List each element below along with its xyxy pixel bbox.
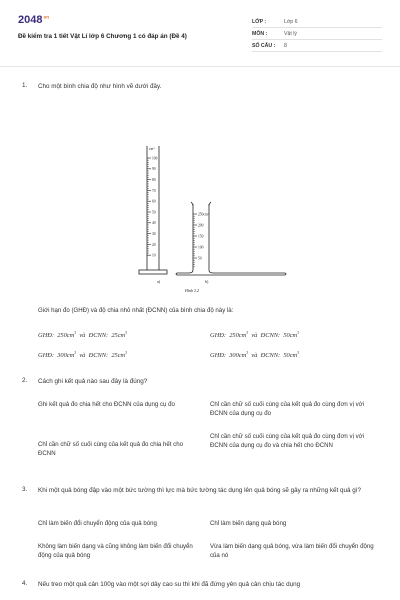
figure-label-b: b) [205,279,209,284]
cylinder-b-tick-label: 200 [198,223,204,228]
answer-label: ĐCNN: [260,352,281,360]
answer-label: ĐCNN: [88,332,109,340]
meta-row-class [252,16,382,28]
figure-label-a: a) [157,279,161,284]
question-number: 4. [22,580,28,587]
answer-value: 300cm [57,352,75,360]
answer-label: ĐCNN: [260,332,281,340]
answer-label: GHĐ: [210,332,226,340]
answer-value: 50cm [283,332,298,340]
cylinder-a [139,146,167,274]
answer-3d[interactable]: Vừa làm biến dạng quả bóng, vừa làm biến đổi chuyển động của nó [210,543,374,559]
cylinder-a-tick-label: 70 [152,188,156,193]
meta-row-count [252,40,382,52]
answer-3a[interactable]: Chỉ làm biến đổi chuyển động của quả bóng [38,520,157,527]
answer-1d[interactable]: GHĐ: $300cm^3$ và ĐCNN: $50cm^3$ [210,351,300,360]
cylinder-b-tick-label: 50 [198,256,202,261]
answer-and: và [79,332,86,340]
answer-and: và [251,352,258,360]
question-2 [22,377,382,389]
answer-value: 25cm [111,352,126,360]
cylinder-b-tick-label: 150 [198,234,204,239]
question-number: 3. [22,486,28,493]
header-divider [0,66,400,67]
cylinder-a-tick-label: 50 [152,210,156,215]
figure-caption: Hình 3.2 [185,288,199,293]
cylinder-a-tick-label: 100 [152,156,158,161]
cylinder-b [175,202,286,276]
answer-label: GHĐ: [38,332,54,340]
cylinder-a-tick-label: 20 [152,242,156,247]
cylinder-b-tick-label: 250cm³ [198,212,209,217]
site-logo[interactable] [18,14,49,26]
cylinder-a-unit: cm³ [149,147,155,151]
logo-suffix: .vn [42,14,49,20]
answer-2d[interactable]: Chỉ cần chữ số cuối cùng của kết quả đo cùng đơn vị với ĐCNN của dụng cụ đo và chia hết cho ĐCNN [210,433,365,449]
logo-text: 2048 [18,14,43,26]
answer-label: ĐCNN: [88,352,109,360]
question-1-prompt: Giới hạn đo (GHĐ) và độ chia nhỏ nhất (ĐCNN) của bình chia độ này là: [38,307,234,314]
answer-value: 50cm [283,352,298,360]
cylinder-a-tick-label: 90 [152,167,156,172]
meta-table [252,16,382,52]
question-number: 1. [22,82,28,89]
meta-label: SỐ CÂU : [252,42,276,49]
header [18,14,382,64]
answer-1a[interactable]: GHĐ: $250cm^3$ và ĐCNN: $25cm^3$ [38,331,128,340]
question-text: Nếu treo một quả cân 100g vào một sợi dây cao su thì khi đã đứng yên quả cân chịu tác dụng [38,581,301,588]
cylinder-a-tick-label: 40 [152,221,156,226]
answer-value: 25cm [111,332,126,340]
answer-and: và [251,332,258,340]
answer-and: và [79,352,86,360]
meta-value: 8 [284,42,287,49]
page-title: Đề kiểm tra 1 tiết Vật Lí lớp 6 Chương 1 có đáp án (Đề 4) [18,33,187,40]
question-text: Khi một quả bóng đập vào một bức tường thì lực mà bức tường tác dụng lên quả bóng sẽ gây ra những kết quả gì? [38,487,362,494]
cylinder-b-tick-label: 100 [198,245,204,250]
meta-value: Vật lý [284,30,297,37]
answer-3b[interactable]: Chỉ làm biến dạng quả bóng [210,520,287,527]
question-3 [22,486,382,506]
question-number: 2. [22,377,28,384]
answer-2c[interactable]: Chỉ cần chữ số cuối cùng của kết quả đo chia hết cho ĐCNN [38,441,184,457]
meta-label: MÔN : [252,30,268,37]
answer-3c[interactable]: Không làm biến dạng và cũng không làm biến đổi chuyển động của quả bóng [38,543,193,559]
answer-value: 250cm [57,332,75,340]
meta-row-subject [252,28,382,40]
answer-1b[interactable]: GHĐ: $250cm^3$ và ĐCNN: $50cm^3$ [210,331,300,340]
cylinder-a-tick-label: 60 [152,199,156,204]
answer-label: GHĐ: [210,352,226,360]
meta-label: LỚP : [252,18,267,25]
answer-value: 250cm [229,332,247,340]
cylinder-a-tick-label: 30 [152,232,156,236]
meta-value: Lớp 6 [284,18,298,25]
answer-1c[interactable]: GHĐ: $300cm^3$ và ĐCNN: $25cm^3$ [38,351,128,360]
answer-2b[interactable]: Chỉ cần chữ số cuối cùng của kết quả đo cùng đơn vị với ĐCNN của dụng cụ đo [210,401,365,417]
answer-label: GHĐ: [38,352,54,360]
cylinder-a-tick-label: 10 [152,253,156,258]
answer-2a[interactable]: Ghi kết quả đo chia hết cho ĐCNN của dụng cụ đo [38,401,175,408]
graduated-cylinders-figure [135,142,295,296]
question-4 [22,580,382,592]
question-text: Cách ghi kết quả nào sau đây là đúng? [38,378,148,385]
cylinder-a-tick-label: 80 [152,178,156,182]
question-text: Cho một bình chia độ như hình vẽ dưới đây. [38,83,162,90]
answer-value: 300cm [229,352,247,360]
